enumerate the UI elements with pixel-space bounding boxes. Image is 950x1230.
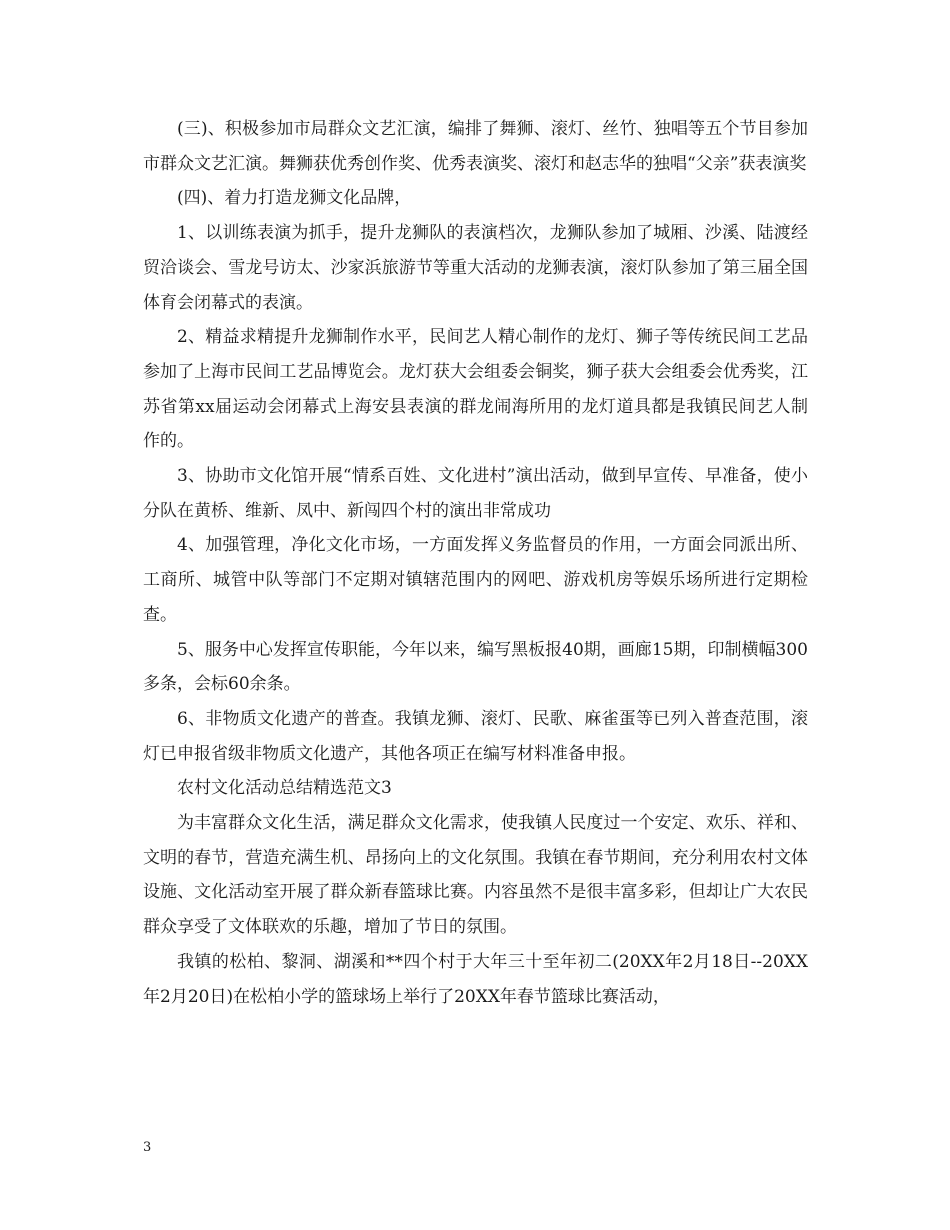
- paragraph-section-4-heading: (四)、着力打造龙狮文化品牌，: [177, 188, 412, 209]
- paragraph-section-3: (三)、积极参加市局群众文艺汇演，编排了舞狮、滚灯、丝竹、独唱等五个节目参加市群众文艺汇演。舞狮获优秀创作奖、优秀表演奖、滚灯和赵志华的独唱“父亲”获表演奖: [143, 119, 808, 174]
- paragraph-item-2: 2、精益求精提升龙狮制作水平，民间艺人精心制作的龙灯、狮子等传统民间工艺品参加了上海市民间工艺品博览会。龙灯获大会组委会铜奖，狮子获大会组委会优秀奖，江苏省第xx届运动会闭幕式上海安县表演的群龙闹海所用的龙灯道具都是我镇民间艺人制作的。: [143, 327, 808, 452]
- paragraph-item-5: 5、服务中心发挥宣传职能，今年以来，编写黑板报40期，画廊15期，印制横幅300多条，会标60余条。: [143, 639, 808, 695]
- paragraph-item-4: 4、加强管理，净化文化市场，一方面发挥义务监督员的作用，一方面会同派出所、工商所、城管中队等部门不定期对镇辖范围内的网吧、游戏机房等娱乐场所进行定期检查。: [143, 535, 808, 625]
- paragraph-item-6: 6、非物质文化遗产的普查。我镇龙狮、滚灯、民歌、麻雀蛋等已列入普查范围，滚灯已申报省级非物质文化遗产，其他各项正在编写材料准备申报。: [143, 708, 808, 764]
- paragraph-item-3: 3、协助市文化馆开展“情系百姓、文化进村”演出活动，做到早宣传、早准备，使小分队在黄桥、维新、凤中、新闯四个村的演出非常成功: [143, 466, 808, 521]
- paragraph-intro: 为丰富群众文化生活，满足群众文化需求，使我镇人民度过一个安定、欢乐、祥和、文明的春节，营造充满生机、昂扬向上的文化氛围。我镇在春节期间，充分利用农村文体设施、文化活动室开展了群众新春篮球比赛。内容虽然不是很丰富多彩，但却让广大农民群众享受了文体联欢的乐趣，增加了节日的氛围。: [143, 813, 808, 938]
- section-title-sample-3: 农村文化活动总结精选范文3: [177, 778, 392, 799]
- document-body: [143, 112, 808, 1014]
- paragraph-activity: 我镇的松柏、黎洞、湖溪和**四个村于大年三十至年初二(20XX年2月18日--20XX年2月20日)在松柏小学的篮球场上举行了20XX年春节篮球比赛活动，: [143, 951, 808, 1007]
- paragraph-item-1: 1、以训练表演为抓手，提升龙狮队的表演档次，龙狮队参加了城厢、沙溪、陆渡经贸洽谈会、雪龙号访太、沙家浜旅游节等重大活动的龙狮表演，滚灯队参加了第三届全国体育会闭幕式的表演。: [143, 223, 808, 313]
- page-number: 3: [143, 1140, 152, 1155]
